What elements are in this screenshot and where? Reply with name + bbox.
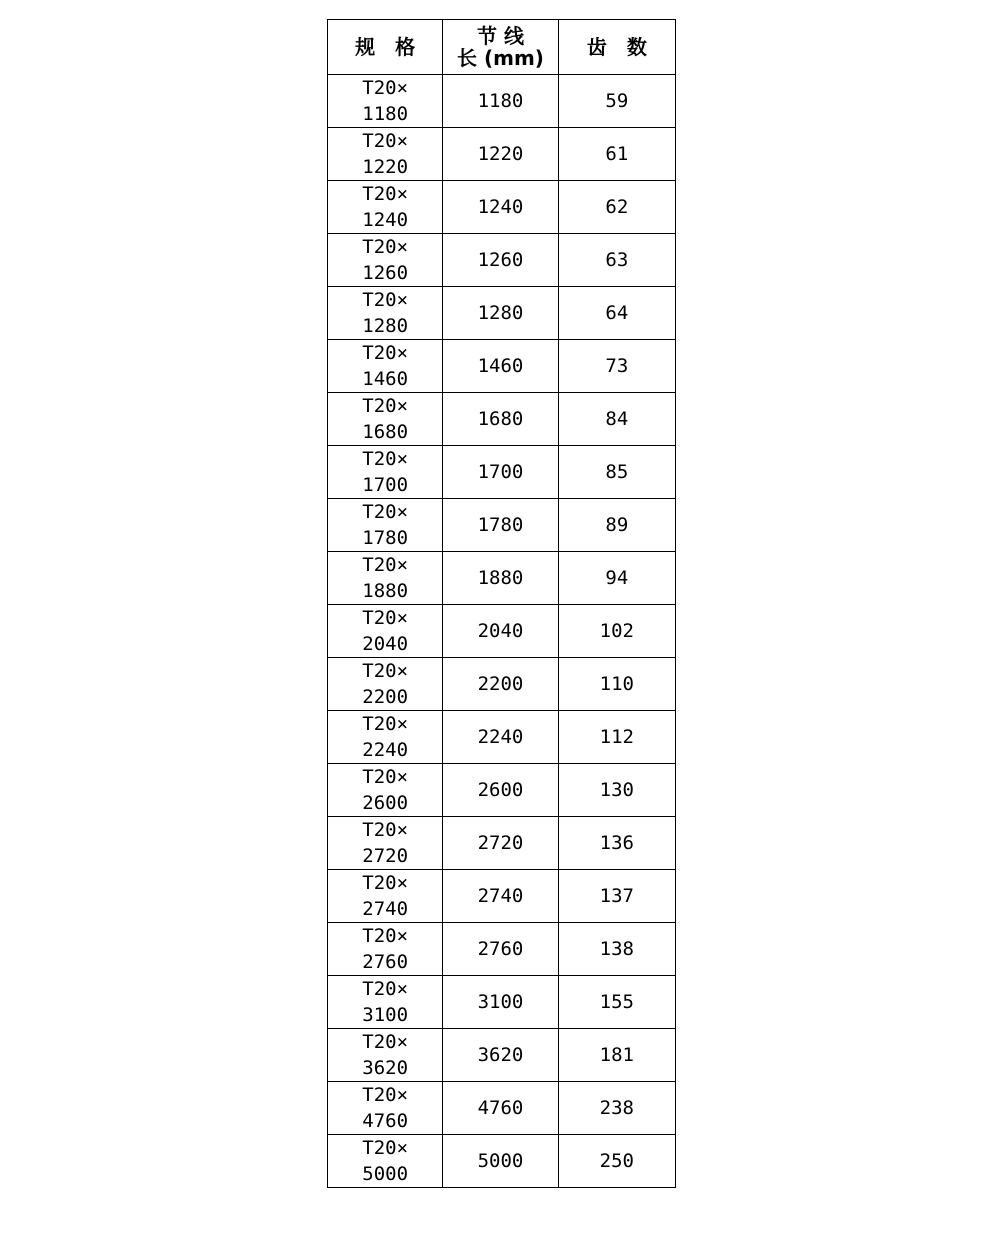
pitch-length-cell: 1880 (443, 552, 558, 605)
teeth-count-cell: 84 (558, 393, 675, 446)
spec-prefix: T20× (362, 925, 409, 947)
spec-cell (328, 976, 443, 1029)
table-header (328, 20, 676, 75)
spec-prefix: T20× (362, 978, 409, 1000)
table-row (328, 340, 676, 393)
table-row (328, 870, 676, 923)
pitch-length-cell: 1260 (443, 234, 558, 287)
table-row (328, 711, 676, 764)
teeth-count-cell: 94 (558, 552, 675, 605)
table-body (328, 75, 676, 1188)
spec-value: 2740 (362, 898, 409, 920)
spec-value: 1240 (362, 209, 409, 231)
table-row (328, 499, 676, 552)
pitch-length-cell: 1240 (443, 181, 558, 234)
teeth-count-cell: 181 (558, 1029, 675, 1082)
table-row (328, 446, 676, 499)
spec-prefix: T20× (362, 607, 409, 629)
spec-cell (328, 605, 443, 658)
spec-prefix: T20× (362, 554, 409, 576)
table-row (328, 923, 676, 976)
teeth-count-cell: 62 (558, 181, 675, 234)
spec-cell (328, 128, 443, 181)
teeth-count-cell: 64 (558, 287, 675, 340)
table-row (328, 128, 676, 181)
spec-prefix: T20× (362, 1137, 409, 1159)
spec-value: 2200 (362, 686, 409, 708)
spec-value: 1700 (362, 474, 409, 496)
spec-cell (328, 287, 443, 340)
pitch-length-cell: 3100 (443, 976, 558, 1029)
spec-value: 2720 (362, 845, 409, 867)
spec-prefix: T20× (362, 236, 409, 258)
spec-value: 2600 (362, 792, 409, 814)
pitch-length-cell: 2760 (443, 923, 558, 976)
spec-prefix: T20× (362, 766, 409, 788)
table-row (328, 1082, 676, 1135)
teeth-count-cell: 73 (558, 340, 675, 393)
table-row (328, 1029, 676, 1082)
spec-prefix: T20× (362, 501, 409, 523)
spec-value: 4760 (362, 1110, 409, 1132)
spec-prefix: T20× (362, 819, 409, 841)
spec-prefix: T20× (362, 289, 409, 311)
spec-prefix: T20× (362, 130, 409, 152)
pitch-length-cell: 1700 (443, 446, 558, 499)
spec-cell (328, 1082, 443, 1135)
spec-prefix: T20× (362, 660, 409, 682)
spec-prefix: T20× (362, 183, 409, 205)
header-pitch-length (443, 20, 558, 75)
header-row (328, 20, 676, 75)
header-spec-label: 规 格 (355, 35, 416, 59)
pitch-length-cell: 2600 (443, 764, 558, 817)
spec-prefix: T20× (362, 713, 409, 735)
table-row (328, 75, 676, 128)
spec-cell (328, 552, 443, 605)
teeth-count-cell: 238 (558, 1082, 675, 1135)
table-row (328, 658, 676, 711)
spec-value: 3620 (362, 1057, 409, 1079)
header-teeth (558, 20, 675, 75)
spec-prefix: T20× (362, 872, 409, 894)
spec-cell (328, 499, 443, 552)
pitch-length-cell: 1680 (443, 393, 558, 446)
pitch-length-cell: 5000 (443, 1135, 558, 1188)
spec-value: 1680 (362, 421, 409, 443)
teeth-count-cell: 155 (558, 976, 675, 1029)
teeth-count-cell: 136 (558, 817, 675, 870)
spec-cell (328, 1135, 443, 1188)
belt-spec-table (327, 19, 676, 1188)
spec-cell (328, 1029, 443, 1082)
spec-cell (328, 340, 443, 393)
spec-value: 3100 (362, 1004, 409, 1026)
spec-cell (328, 764, 443, 817)
spec-value: 2240 (362, 739, 409, 761)
pitch-length-cell: 1460 (443, 340, 558, 393)
table-row (328, 605, 676, 658)
teeth-count-cell: 130 (558, 764, 675, 817)
spec-value: 1260 (362, 262, 409, 284)
pitch-length-cell: 1180 (443, 75, 558, 128)
pitch-length-cell: 2720 (443, 817, 558, 870)
table-row (328, 1135, 676, 1188)
spec-cell (328, 393, 443, 446)
spec-prefix: T20× (362, 1084, 409, 1106)
pitch-length-cell: 2240 (443, 711, 558, 764)
spec-cell (328, 658, 443, 711)
header-spec (328, 20, 443, 75)
teeth-count-cell: 85 (558, 446, 675, 499)
table-row (328, 287, 676, 340)
spec-prefix: T20× (362, 77, 409, 99)
pitch-length-cell: 1220 (443, 128, 558, 181)
spec-cell (328, 446, 443, 499)
spec-cell (328, 234, 443, 287)
teeth-count-cell: 89 (558, 499, 675, 552)
table-row (328, 234, 676, 287)
pitch-length-cell: 2740 (443, 870, 558, 923)
spec-cell (328, 923, 443, 976)
spec-value: 1880 (362, 580, 409, 602)
spec-prefix: T20× (362, 342, 409, 364)
teeth-count-cell: 110 (558, 658, 675, 711)
spec-value: 1280 (362, 315, 409, 337)
pitch-length-cell: 4760 (443, 1082, 558, 1135)
spec-prefix: T20× (362, 395, 409, 417)
teeth-count-cell: 63 (558, 234, 675, 287)
pitch-length-cell: 3620 (443, 1029, 558, 1082)
teeth-count-cell: 102 (558, 605, 675, 658)
teeth-count-cell: 59 (558, 75, 675, 128)
table-row (328, 817, 676, 870)
teeth-count-cell: 112 (558, 711, 675, 764)
spec-cell (328, 75, 443, 128)
spec-cell (328, 870, 443, 923)
teeth-count-cell: 61 (558, 128, 675, 181)
spec-value: 1180 (362, 103, 409, 125)
spec-value: 1780 (362, 527, 409, 549)
spec-value: 5000 (362, 1163, 409, 1185)
table-row (328, 393, 676, 446)
spec-value: 1460 (362, 368, 409, 390)
pitch-length-cell: 2200 (443, 658, 558, 711)
pitch-length-cell: 2040 (443, 605, 558, 658)
spec-cell (328, 711, 443, 764)
spec-cell (328, 817, 443, 870)
spec-prefix: T20× (362, 1031, 409, 1053)
header-pitch-length-line1: 节 线 (477, 24, 524, 48)
teeth-count-cell: 250 (558, 1135, 675, 1188)
table-row (328, 181, 676, 234)
header-teeth-label: 齿 数 (586, 35, 647, 59)
spec-value: 1220 (362, 156, 409, 178)
header-pitch-length-line2: 长 (mm) (457, 46, 544, 70)
table-row (328, 976, 676, 1029)
table-row (328, 552, 676, 605)
spec-prefix: T20× (362, 448, 409, 470)
teeth-count-cell: 137 (558, 870, 675, 923)
spec-value: 2760 (362, 951, 409, 973)
spec-value: 2040 (362, 633, 409, 655)
table-row (328, 764, 676, 817)
teeth-count-cell: 138 (558, 923, 675, 976)
spec-cell (328, 181, 443, 234)
pitch-length-cell: 1280 (443, 287, 558, 340)
pitch-length-cell: 1780 (443, 499, 558, 552)
